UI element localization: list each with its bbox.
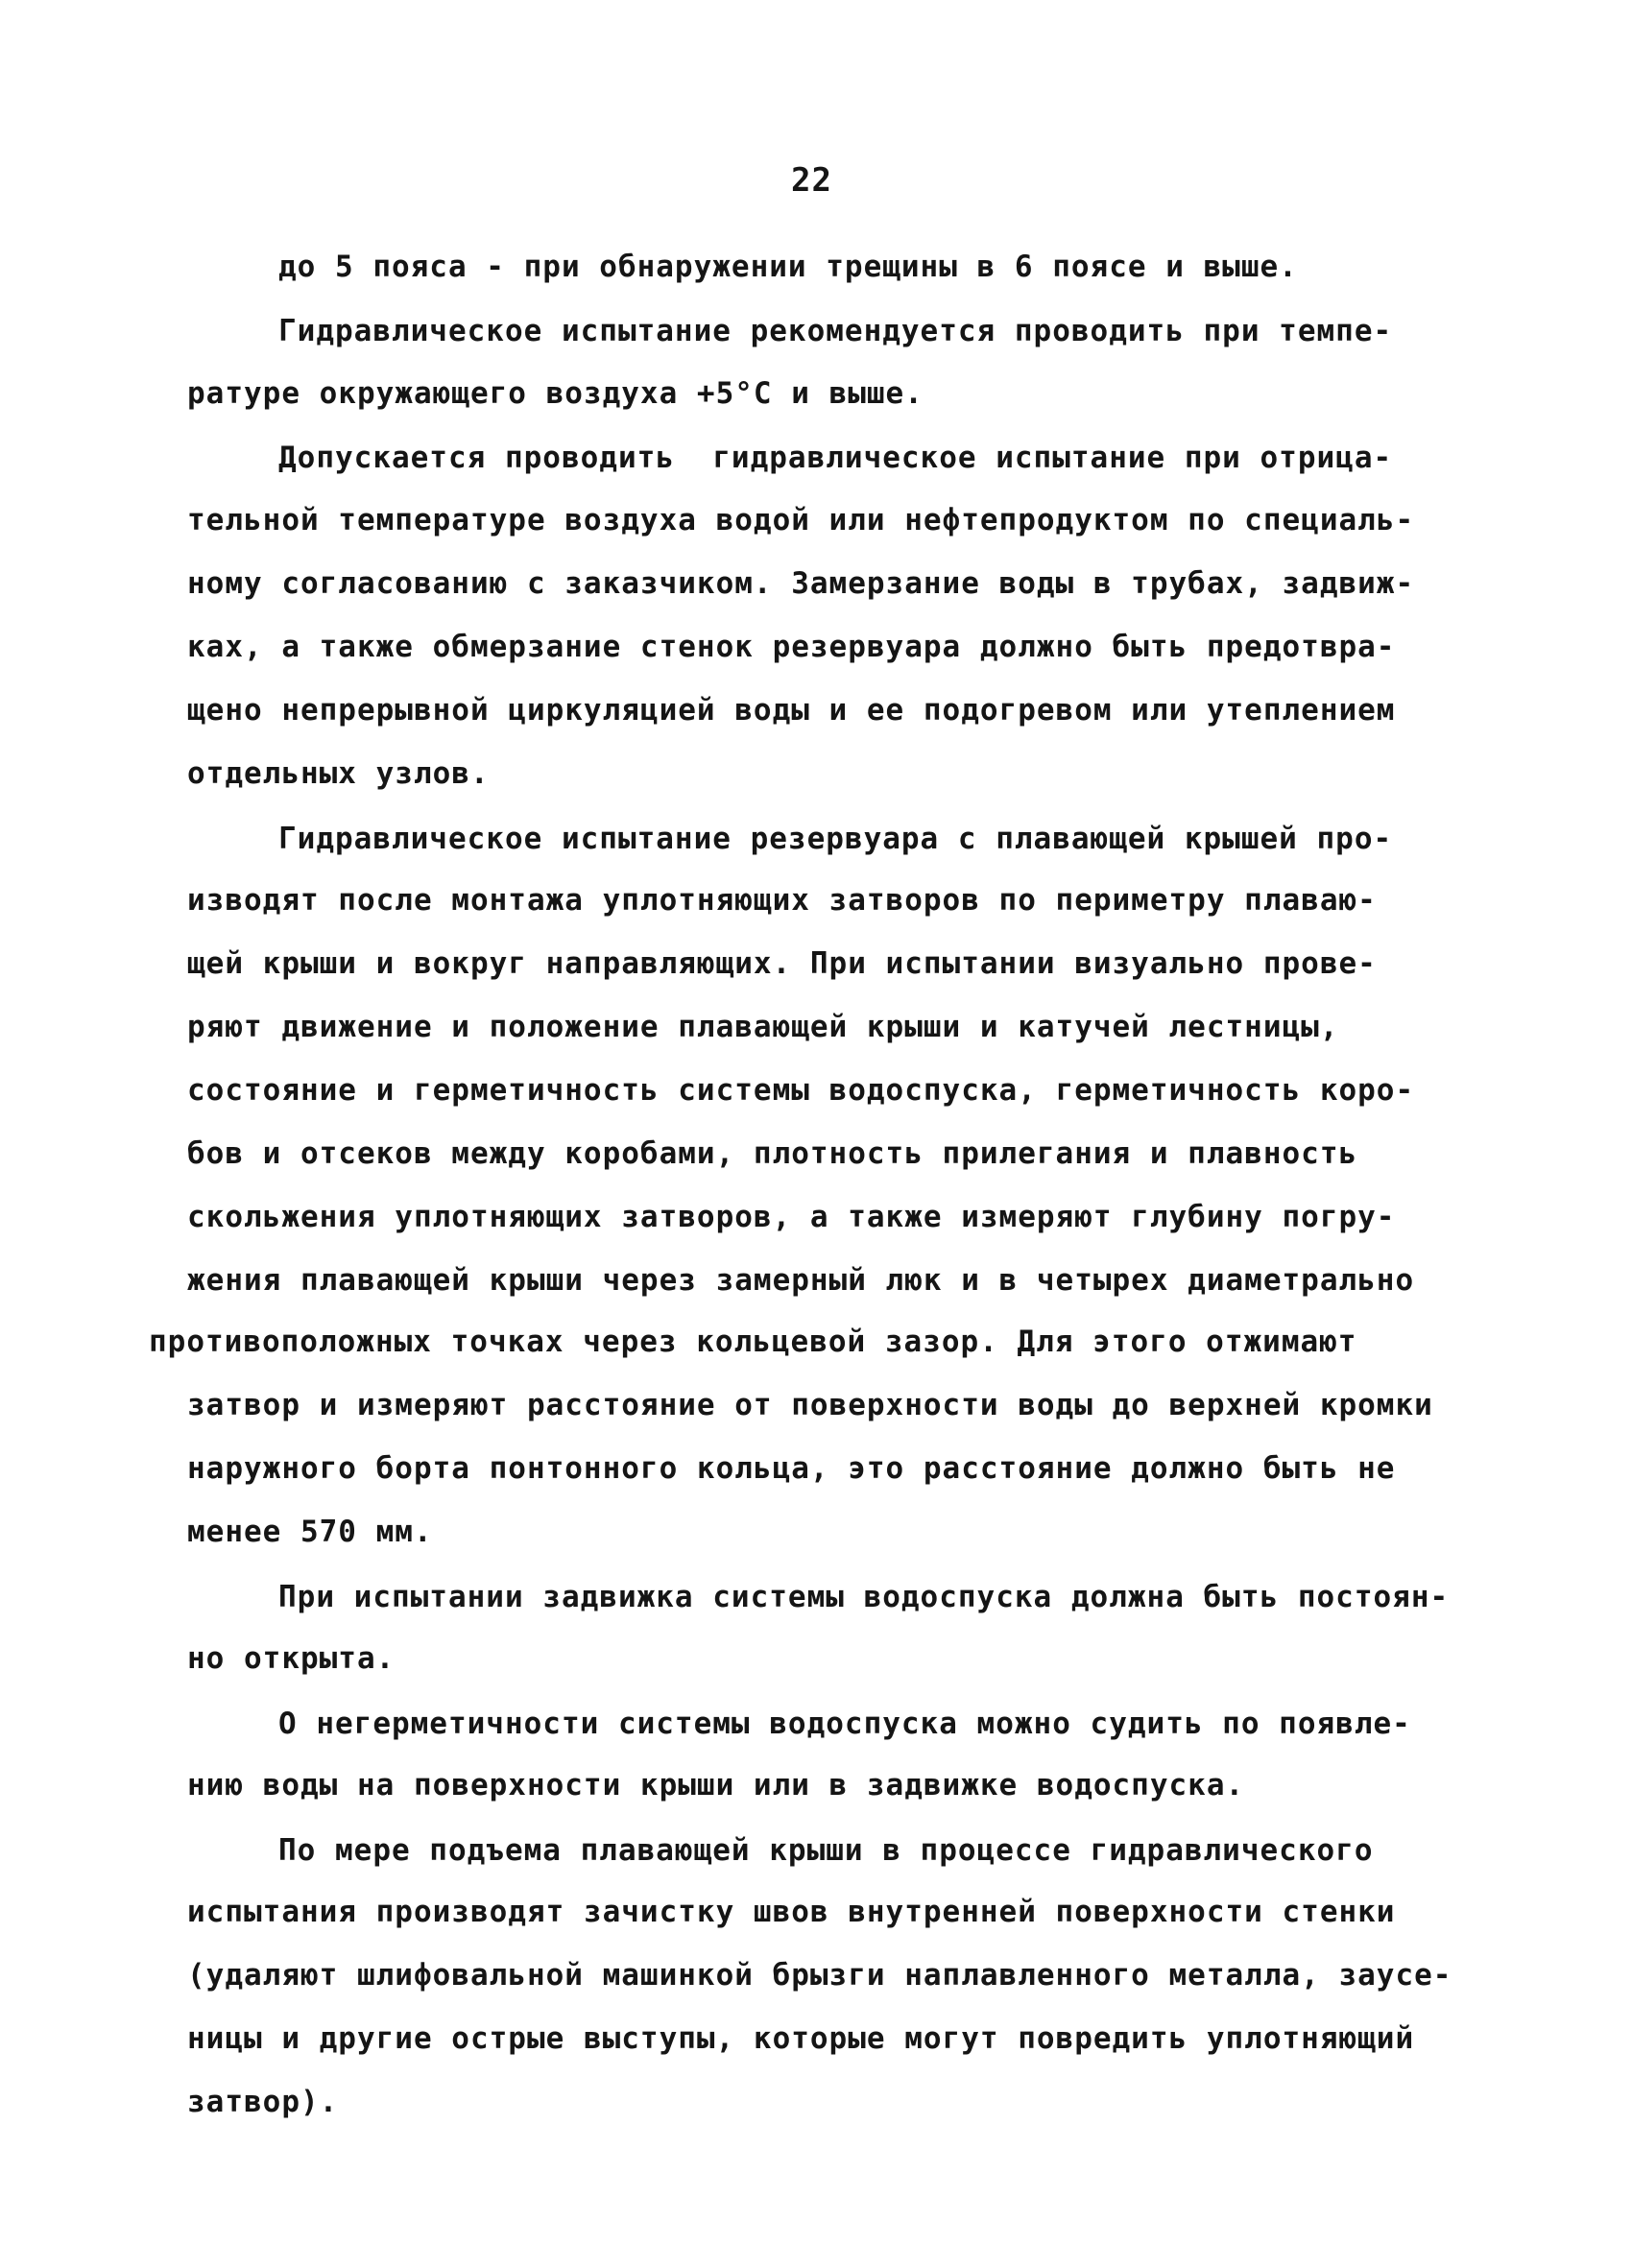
- text-line: ряют движение и положение плавающей крыши и катучей лестницы,: [187, 1010, 1339, 1044]
- text-line: ницы и другие острые выступы, которые могут повредить уплотняющий: [187, 2021, 1415, 2056]
- text-line: отдельных узлов.: [187, 756, 490, 791]
- text-line: менее 570 мм.: [187, 1515, 433, 1549]
- text-line: ному согласованию с заказчиком. Замерзание воды в трубах, задвиж-: [187, 566, 1415, 601]
- text-line: наружного борта понтонного кольца, это расстояние должно быть не: [187, 1451, 1396, 1486]
- text-line: О негерметичности системы водоспуска можно судить по появле-: [278, 1707, 1411, 1741]
- text-line: щей крыши и вокруг направляющих. При испытании визуально прове-: [187, 946, 1377, 981]
- text-line: жения плавающей крыши через замерный люк и в четырех диаметрально: [187, 1263, 1415, 1298]
- page-number: 22: [791, 161, 832, 200]
- text-line: затвор и измеряют расстояние от поверхности воды до верхней кромки: [187, 1388, 1433, 1422]
- text-line: испытания производят зачистку швов внутренней поверхности стенки: [187, 1895, 1396, 1929]
- text-line: ратуре окружающего воздуха +5°С и выше.: [187, 376, 924, 411]
- text-line: затвор).: [187, 2085, 339, 2119]
- text-line: ках, а также обмерзание стенок резервуара должно быть предотвра-: [187, 630, 1396, 664]
- text-line: тельной температуре воздуха водой или нефтепродуктом по специаль-: [187, 503, 1415, 537]
- text-line: состояние и герметичность системы водоспуска, герметичность коро-: [187, 1073, 1415, 1108]
- text-line: нию воды на поверхности крыши или в задвижке водоспуска.: [187, 1768, 1245, 1802]
- text-line: При испытании задвижка системы водоспуска должна быть постоян-: [278, 1580, 1450, 1614]
- text-line: но открыта.: [187, 1641, 396, 1676]
- text-line: скольжения уплотняющих затворов, а также измеряют глубину погру-: [187, 1200, 1396, 1234]
- text-line: Допускается проводить гидравлическое испытание при отрица-: [278, 441, 1393, 475]
- text-line: Гидравлическое испытание рекомендуется проводить при темпе-: [278, 314, 1393, 348]
- text-line: до 5 пояса - при обнаружении трещины в 6 поясе и выше.: [278, 250, 1298, 284]
- text-line: противоположных точках через кольцевой зазор. Для этого отжимают: [149, 1325, 1357, 1359]
- text-line: Гидравлическое испытание резервуара с плавающей крышей про-: [278, 822, 1393, 856]
- text-line: щено непрерывной циркуляцией воды и ее подогревом или утеплением: [187, 693, 1396, 728]
- text-line: изводят после монтажа уплотняющих затворов по периметру плаваю-: [187, 883, 1377, 918]
- text-line: бов и отсеков между коробами, плотность прилегания и плавность: [187, 1136, 1358, 1171]
- text-line: (удаляют шлифовальной машинкой брызги наплавленного металла, заусе-: [187, 1958, 1452, 1993]
- text-line: По мере подъема плавающей крыши в процессе гидравлического: [278, 1833, 1374, 1868]
